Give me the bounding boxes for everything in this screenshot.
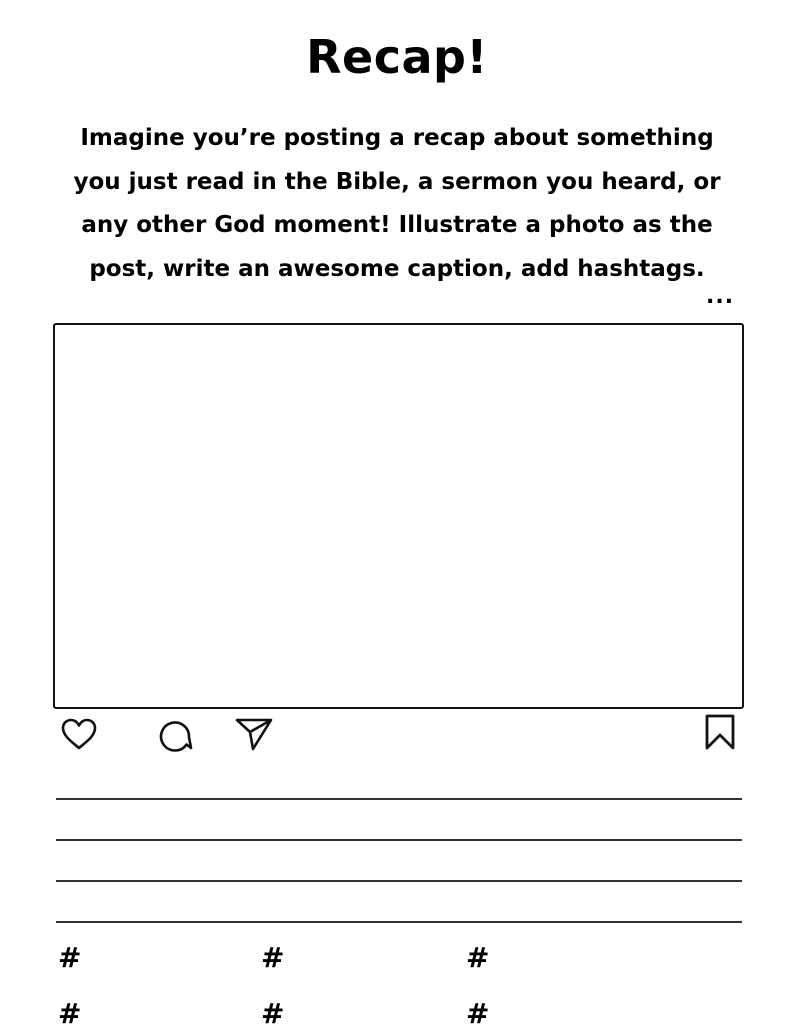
hashtag-slot[interactable]: # <box>466 941 490 974</box>
instructions-line: post, write an awesome caption, add hashtags. <box>89 255 705 282</box>
caption-line[interactable] <box>56 880 742 882</box>
instructions-text <box>40 117 754 291</box>
caption-line[interactable] <box>56 798 742 800</box>
hashtag-slot[interactable]: # <box>58 941 82 974</box>
hashtag-slot[interactable]: # <box>466 997 490 1030</box>
comment-icon[interactable] <box>156 717 194 753</box>
hashtag-slot[interactable]: # <box>58 997 82 1030</box>
heart-icon[interactable] <box>60 717 98 751</box>
bookmark-icon[interactable] <box>703 713 737 751</box>
instructions-line: you just read in the Bible, a sermon you heard, or <box>73 168 721 195</box>
caption-line[interactable] <box>56 921 742 923</box>
instructions-line: Imagine you’re posting a recap about something <box>80 125 714 151</box>
hashtag-slot[interactable]: # <box>261 997 285 1030</box>
photo-drawing-area[interactable] <box>53 323 744 709</box>
instructions-line: any other God moment! Illustrate a photo as the <box>81 212 713 238</box>
page-title: Recap! <box>306 30 488 84</box>
more-options-icon[interactable]: ... <box>706 284 735 309</box>
caption-line[interactable] <box>56 839 742 841</box>
share-icon[interactable] <box>234 716 274 752</box>
hashtag-slot[interactable]: # <box>261 941 285 974</box>
